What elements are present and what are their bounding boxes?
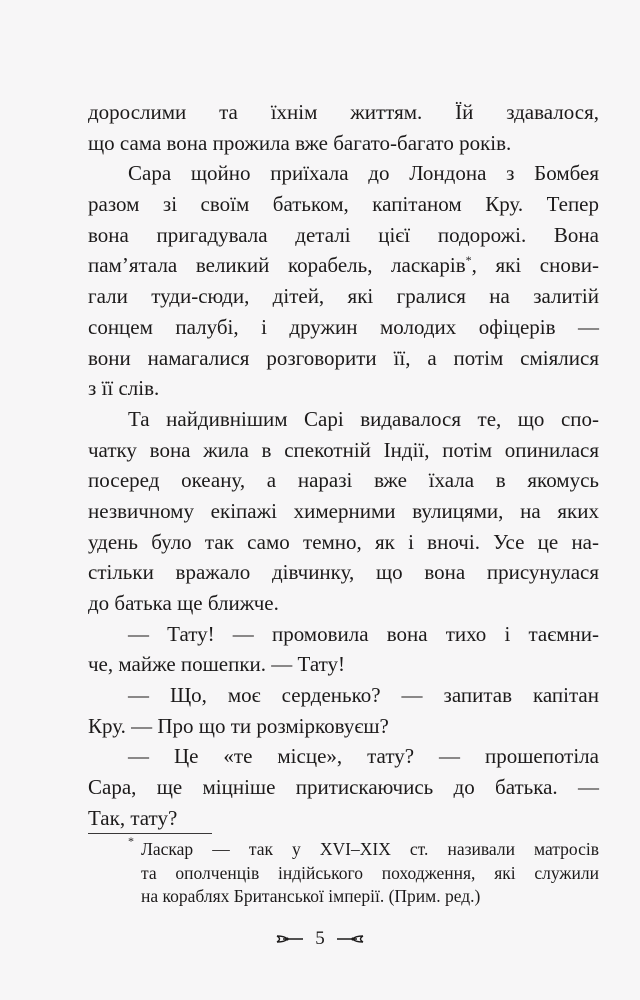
- text-line: посеред океану, а наразі вже їхала в якомусь: [88, 468, 599, 493]
- text-line: разом зі своїм батьком, капітаном Кру. Тепер: [88, 192, 599, 217]
- text-line: дорослими та їхнім життям. Їй здавалося,: [88, 100, 599, 124]
- text-line: Сара, ще міцніше притискаючись до батька. —: [88, 775, 599, 800]
- footnote: [128, 834, 599, 909]
- text-line: — Це «те місце», тату? — прошепотіла: [128, 744, 599, 769]
- text-line: че, майже пошепки. — Тату!: [88, 652, 346, 677]
- text-line: незвичному екіпажі химерними вулицями, на яких: [88, 498, 599, 523]
- text-line: сонцем палубі, і дружин молодих офіцерів —: [88, 314, 599, 339]
- footnote-rule: [88, 833, 212, 834]
- text-line: Сара щойно приїхала до Лондона з Бомбея: [128, 161, 599, 186]
- text-line: чатку вона жила в спекотній Індії, потім опинилася: [88, 437, 599, 462]
- footnote-marker: *: [128, 834, 134, 848]
- text-line: з її слів.: [88, 376, 160, 401]
- text-line: — Тату! — промовила вона тихо і таємни-: [128, 621, 599, 646]
- page-number: 5: [315, 928, 325, 949]
- text-line: Кру. — Про що ти розмірковуєш?: [88, 713, 389, 738]
- text-line: вони намагалися розговорити її, а потім сміялися: [88, 345, 599, 370]
- text-line: що сама вона прожила вже багато-багато років.: [88, 130, 512, 155]
- footnote-line: на кораблях Британської імперії. (Прим. ред.): [141, 886, 481, 906]
- fleuron-right-icon: [335, 932, 365, 946]
- footnote-line: Ласкар — так у XVI–XIX ст. називали матросів: [141, 839, 599, 859]
- body-text: [88, 97, 599, 834]
- text-line: гали туди-сюди, дітей, які гралися на залитій: [88, 284, 599, 309]
- page-number-folio: [0, 928, 640, 950]
- footnote-line: та ополченців індійського походження, які служили: [141, 862, 599, 883]
- fleuron-left-icon: [275, 932, 305, 946]
- text-line: — Що, моє серденько? — запитав капітан: [128, 683, 599, 708]
- text-line: стільки вражало дівчинку, що вона присунулася: [88, 560, 599, 585]
- text-line: Так, тату?: [88, 805, 178, 830]
- text-line: удень було так само темно, як і вночі. Усе це на-: [88, 529, 599, 554]
- text-line: Та найдивнішим Сарі видавалося те, що спо-: [128, 406, 599, 431]
- text-line: вона пригадувала деталі цієї подорожі. Вона: [88, 222, 599, 247]
- text-line: до батька ще ближче.: [88, 591, 279, 615]
- text-line: пам’ятала великий корабель, ласкарів*, які снови-: [88, 253, 599, 278]
